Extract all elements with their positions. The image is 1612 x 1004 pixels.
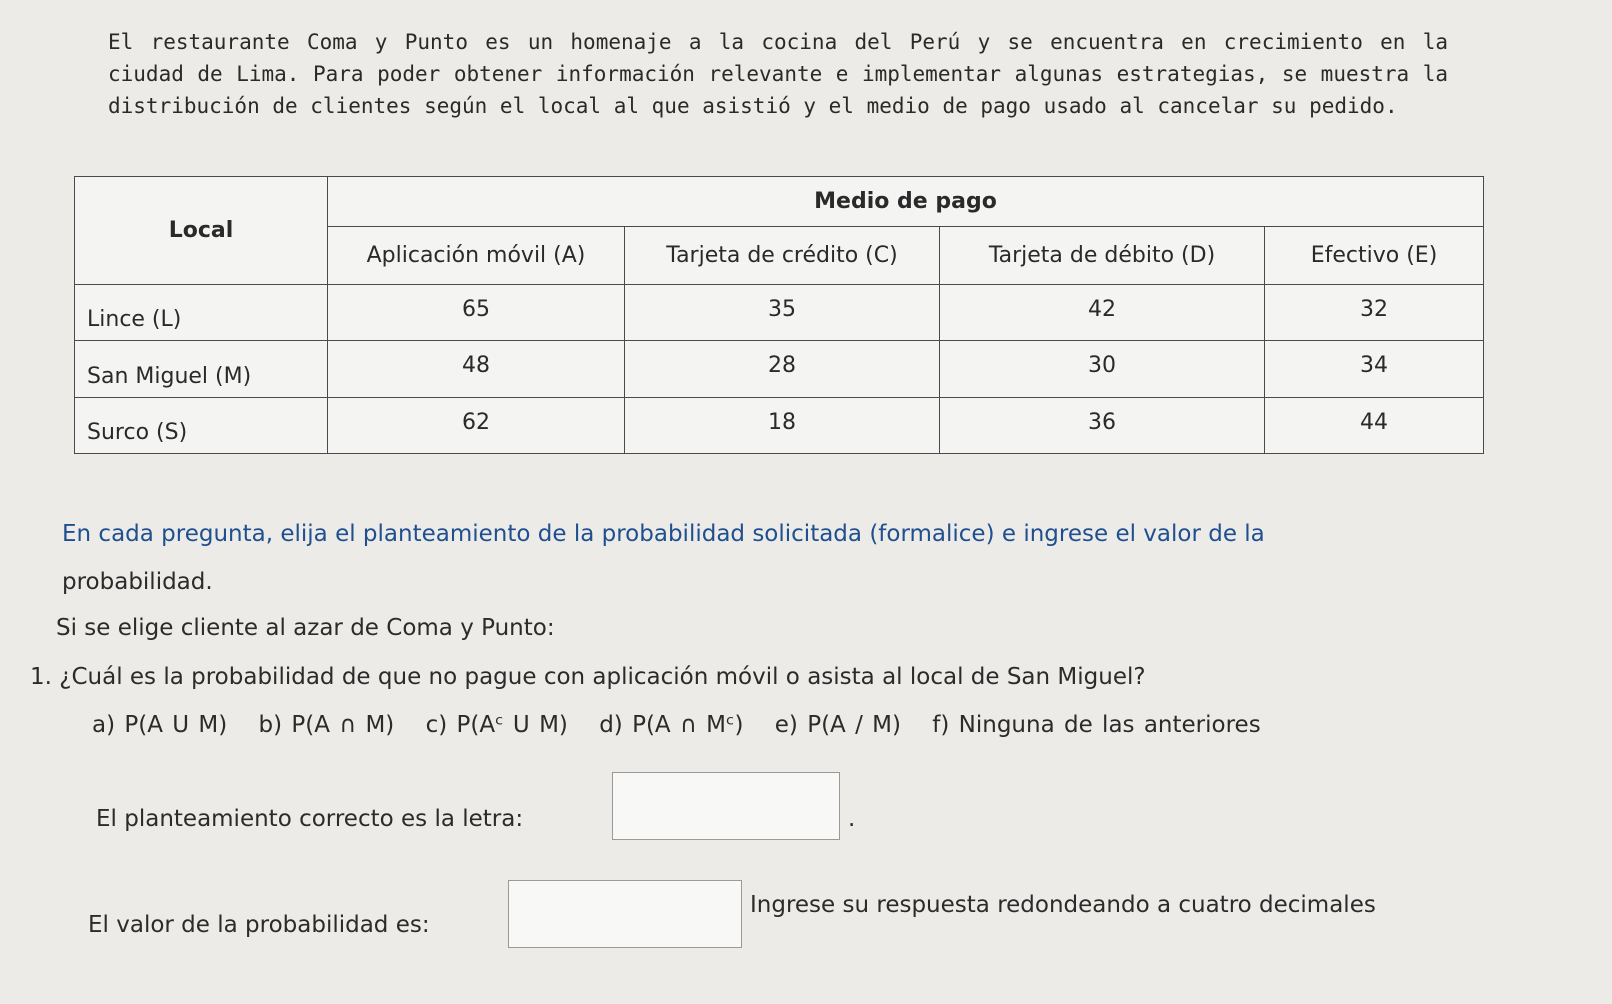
option-a: a) P(A U M) — [92, 712, 228, 738]
problem-statement: El restaurante Coma y Punto es un homenaje a la cocina del Perú y se encuentra en crecimiento en la ciudad de Lima. Para poder obtener información relevante e implementar algunas estrategias, se muestra la distribución de clientes según el local al que asistió y el medio de pago usado al cancelar su pedido. — [108, 30, 1448, 118]
table-cell: 32 — [1265, 285, 1484, 341]
letter-answer-input[interactable] — [612, 772, 840, 840]
answer-options — [92, 712, 1283, 738]
row-label: Lince (L) — [75, 285, 328, 341]
table-row — [75, 397, 1484, 453]
probability-answer-input[interactable] — [508, 880, 742, 948]
distribution-table — [74, 176, 1484, 454]
table-cell: 30 — [940, 341, 1265, 397]
table-row — [75, 341, 1484, 397]
table-cell: 42 — [940, 285, 1265, 341]
option-d: d) P(A ∩ Mᶜ) — [599, 712, 744, 738]
payment-method-header: Medio de pago — [328, 177, 1484, 227]
column-header-cash: Efectivo (E) — [1265, 227, 1484, 285]
instructions-line: En cada pregunta, elija el planteamiento de la probabilidad solicitada (formalice) e ingrese el valor de la — [62, 521, 1265, 547]
column-header-debit: Tarjeta de débito (D) — [940, 227, 1265, 285]
table-cell: 34 — [1265, 341, 1484, 397]
table-cell: 35 — [625, 285, 940, 341]
option-f: f) Ninguna de las anteriores — [932, 712, 1261, 738]
column-header-app: Aplicación móvil (A) — [328, 227, 625, 285]
letter-answer-label: El planteamiento correcto es la letra: — [96, 806, 524, 832]
option-e: e) P(A / M) — [774, 712, 901, 738]
table-row — [75, 285, 1484, 341]
option-b: b) P(A ∩ M) — [258, 712, 395, 738]
table-cell: 36 — [940, 397, 1265, 453]
table-cell: 62 — [328, 397, 625, 453]
table-cell: 48 — [328, 341, 625, 397]
row-label: Surco (S) — [75, 397, 328, 453]
period: . — [848, 806, 856, 832]
table-cell: 28 — [625, 341, 940, 397]
question-intro: Si se elige cliente al azar de Coma y Punto: — [56, 615, 555, 641]
instructions — [62, 510, 1492, 606]
question-text: 1. ¿Cuál es la probabilidad de que no pague con aplicación móvil o asista al local de San Miguel? — [30, 664, 1146, 690]
rounding-hint: Ingrese su respuesta redondeando a cuatro decimales — [750, 892, 1376, 918]
column-header-credit: Tarjeta de crédito (C) — [625, 227, 940, 285]
table-cell: 18 — [625, 397, 940, 453]
table-cell: 65 — [328, 285, 625, 341]
instructions-line: probabilidad. — [62, 569, 213, 595]
table-cell: 44 — [1265, 397, 1484, 453]
row-label: San Miguel (M) — [75, 341, 328, 397]
option-c: c) P(Aᶜ U M) — [425, 712, 568, 738]
local-header: Local — [75, 177, 328, 285]
probability-answer-label: El valor de la probabilidad es: — [88, 912, 430, 938]
